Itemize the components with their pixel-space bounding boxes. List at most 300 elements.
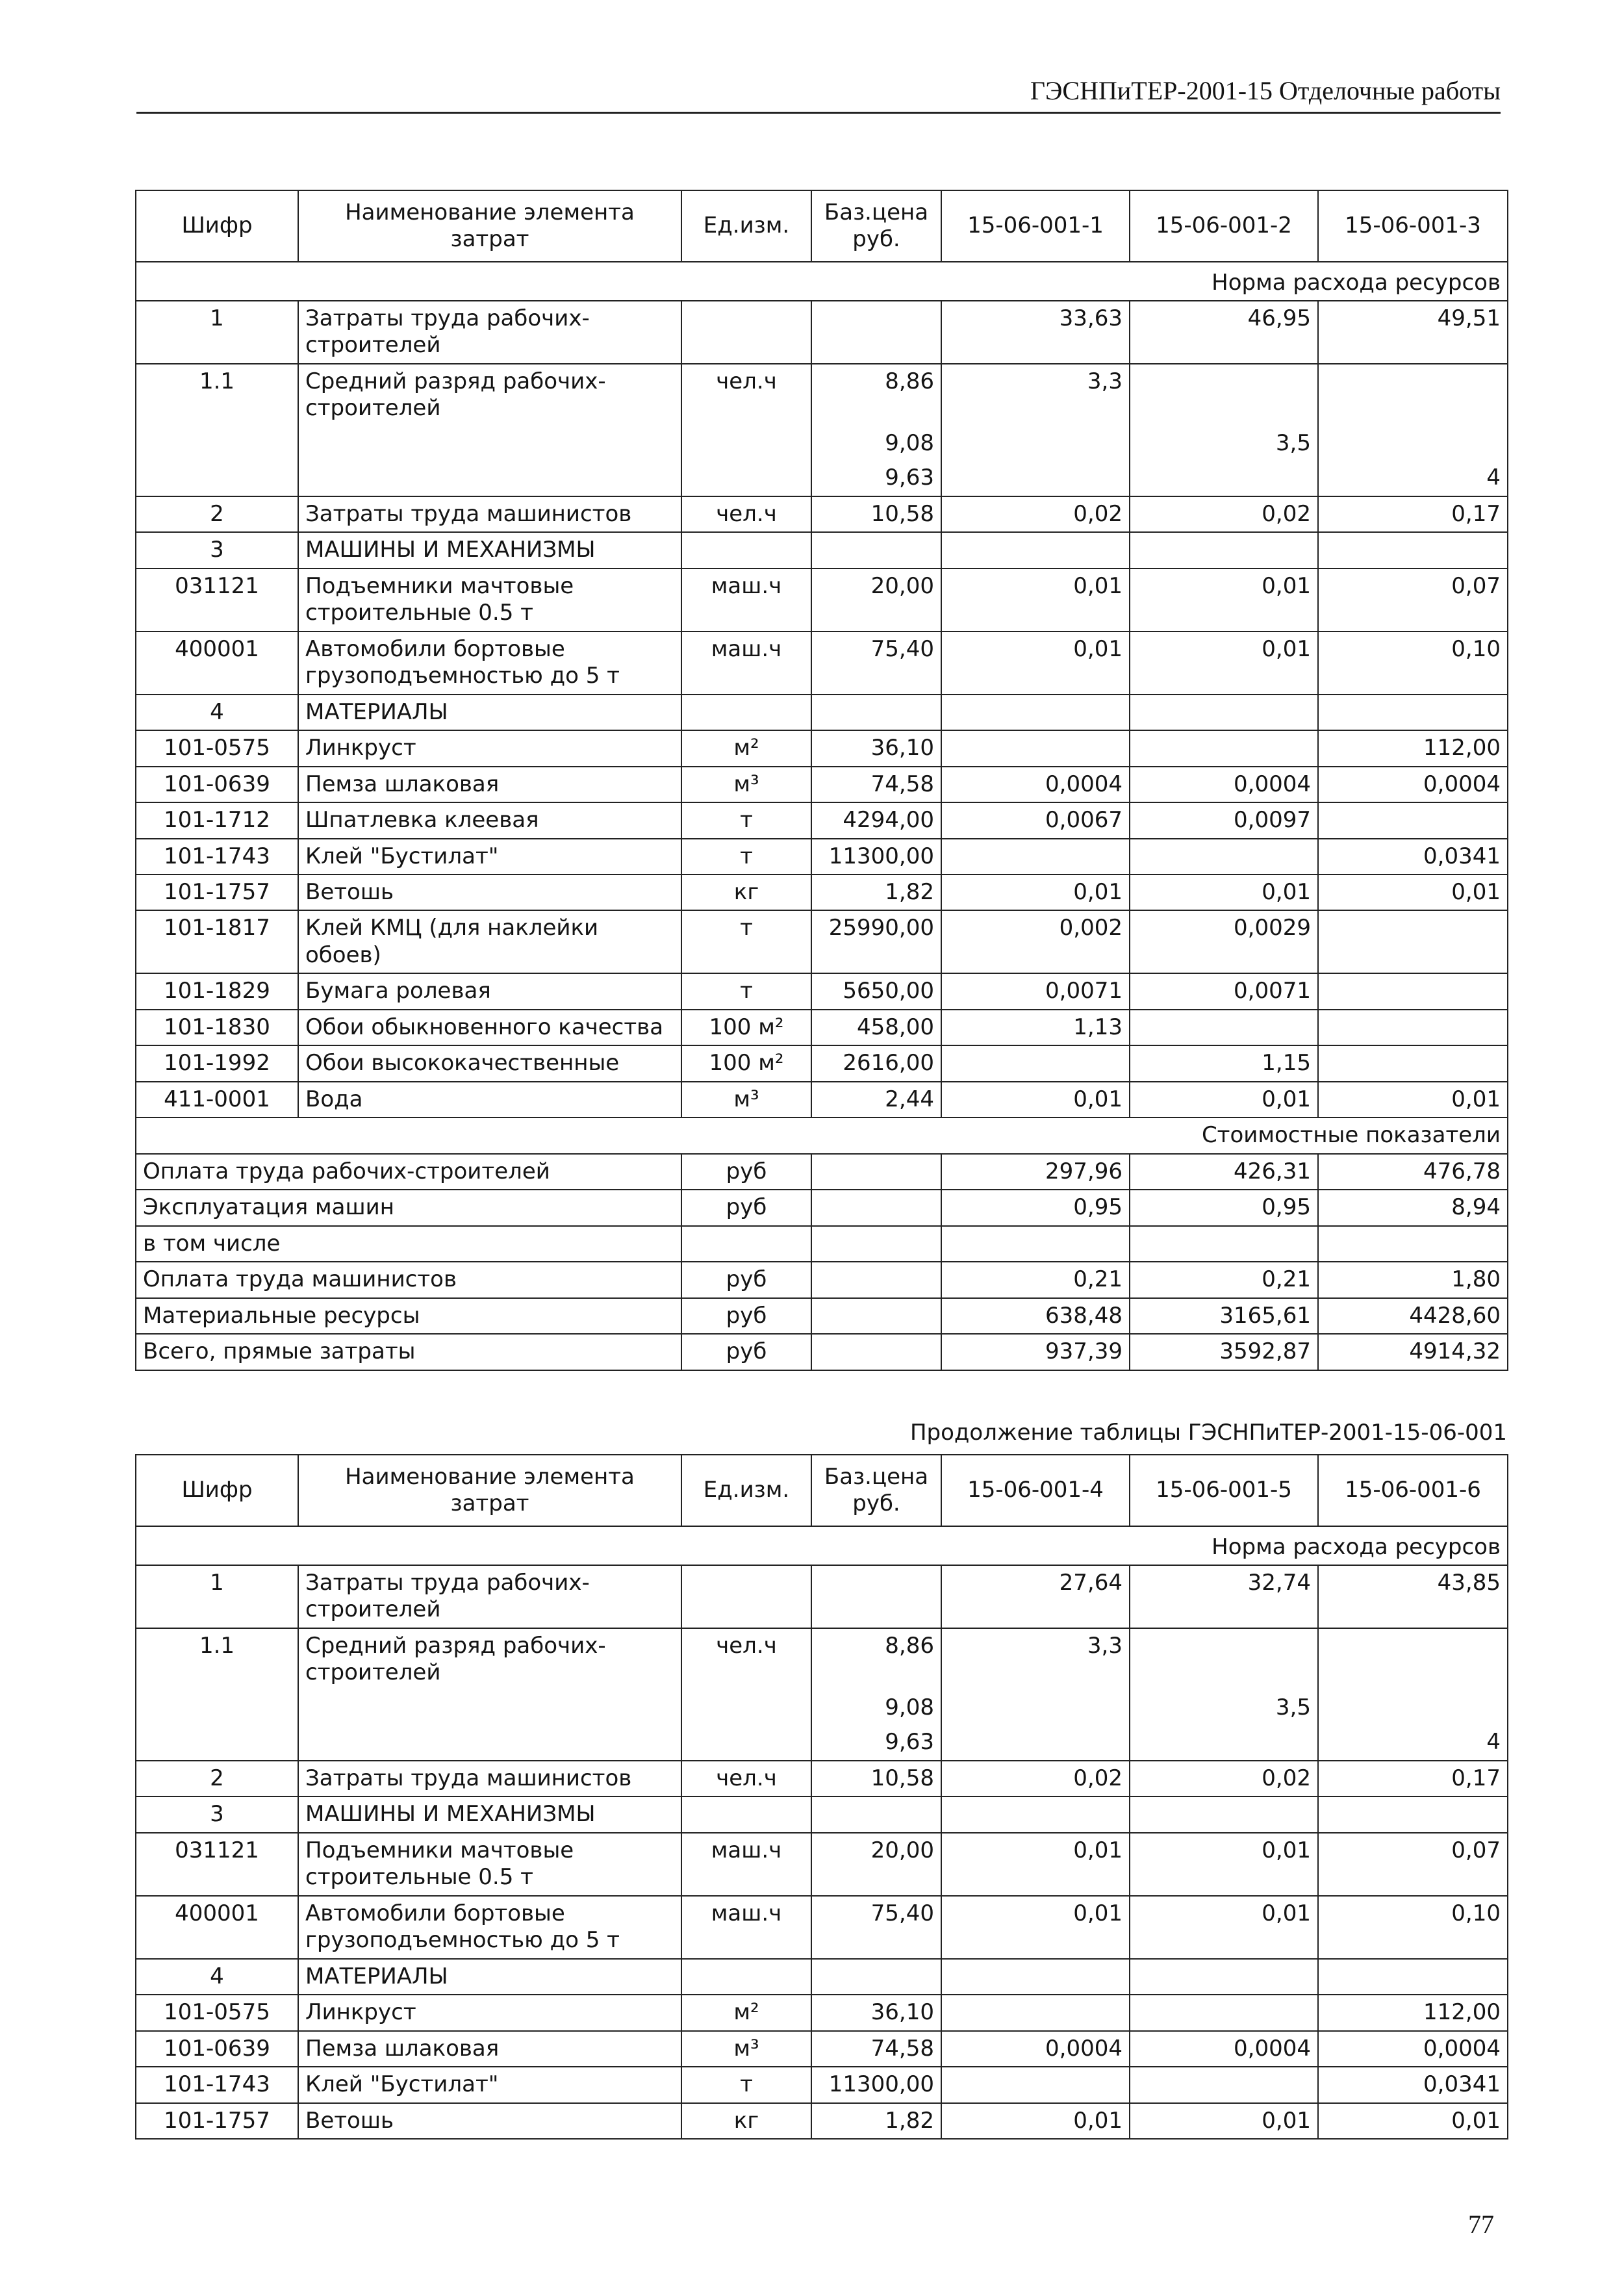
row-value xyxy=(941,1959,1130,1995)
row-unit: м³ xyxy=(681,2031,811,2067)
row-value: 0,01 xyxy=(1130,875,1318,910)
row-value: 0,01 xyxy=(941,1082,1130,1118)
row-name: Средний разряд рабочих-строителей xyxy=(298,364,681,426)
table-row xyxy=(136,496,1508,532)
row-value: 0,01 xyxy=(941,875,1130,910)
row-value xyxy=(941,1045,1130,1081)
row-value: 0,01 xyxy=(1130,1082,1318,1118)
row-value: 49,51 xyxy=(1318,301,1508,364)
table-row xyxy=(136,730,1508,766)
row-price: 9,08 xyxy=(811,1691,941,1725)
totals-value: 4914,32 xyxy=(1318,1334,1508,1370)
row-value xyxy=(1318,1045,1508,1081)
resource-table-1 xyxy=(135,190,1508,1371)
table-row xyxy=(136,1082,1508,1118)
norm-caption: Норма расхода ресурсов xyxy=(136,1526,1508,1565)
row-value: 46,95 xyxy=(1130,301,1318,364)
row-value xyxy=(1318,802,1508,838)
row-name: Пемза шлаковая xyxy=(298,767,681,802)
row-unit xyxy=(681,1565,811,1628)
totals-value xyxy=(1130,1226,1318,1262)
row-name: МАТЕРИАЛЫ xyxy=(298,695,681,730)
column-header: 15-06-001-4 xyxy=(941,1455,1130,1526)
row-code xyxy=(136,1691,298,1725)
row-value: 1,13 xyxy=(941,1010,1130,1045)
row-value: 0,01 xyxy=(1318,875,1508,910)
row-value xyxy=(941,532,1130,568)
row-code: 2 xyxy=(136,496,298,532)
totals-price-empty xyxy=(811,1226,941,1262)
table-row xyxy=(136,1833,1508,1896)
row-code: 3 xyxy=(136,1796,298,1832)
row-unit: т xyxy=(681,910,811,973)
table-row xyxy=(136,839,1508,875)
row-value: 0,01 xyxy=(941,2103,1130,2139)
row-unit: кг xyxy=(681,2103,811,2139)
totals-value: 0,95 xyxy=(1130,1190,1318,1225)
row-code: 101-1830 xyxy=(136,1010,298,1045)
row-unit xyxy=(681,1796,811,1832)
row-name: Подъемники мачтовые строительные 0.5 т xyxy=(298,569,681,632)
row-price: 10,58 xyxy=(811,496,941,532)
row-price xyxy=(811,1565,941,1628)
row-name: Автомобили бортовые грузоподъемностью до 5 т xyxy=(298,632,681,695)
row-value: 0,01 xyxy=(1130,1833,1318,1896)
table-row xyxy=(136,1959,1508,1995)
row-price: 2616,00 xyxy=(811,1045,941,1081)
row-code: 400001 xyxy=(136,632,298,695)
totals-unit: руб xyxy=(681,1154,811,1190)
totals-value: 3165,61 xyxy=(1130,1298,1318,1334)
row-name: МАШИНЫ И МЕХАНИЗМЫ xyxy=(298,532,681,568)
row-value: 4 xyxy=(1318,1725,1508,1760)
row-value: 0,01 xyxy=(941,569,1130,632)
row-unit xyxy=(681,1691,811,1725)
table-row xyxy=(136,2031,1508,2067)
row-value: 0,0097 xyxy=(1130,802,1318,838)
totals-row xyxy=(136,1262,1508,1297)
table-row xyxy=(136,1010,1508,1045)
row-value xyxy=(1318,910,1508,973)
row-value: 33,63 xyxy=(941,301,1130,364)
row-name: Бумага ролевая xyxy=(298,973,681,1009)
totals-price-empty xyxy=(811,1190,941,1225)
totals-row xyxy=(136,1226,1508,1262)
row-name: МАТЕРИАЛЫ xyxy=(298,1959,681,1995)
row-unit xyxy=(681,426,811,461)
table-row xyxy=(136,461,1508,496)
row-code: 101-0575 xyxy=(136,1995,298,2030)
row-price: 75,40 xyxy=(811,1896,941,1959)
totals-name: Оплата труда рабочих-строителей xyxy=(136,1154,681,1190)
row-code: 101-1743 xyxy=(136,839,298,875)
row-name: Пемза шлаковая xyxy=(298,2031,681,2067)
row-price xyxy=(811,1959,941,1995)
table-row xyxy=(136,2067,1508,2102)
row-unit xyxy=(681,1959,811,1995)
row-price: 458,00 xyxy=(811,1010,941,1045)
row-unit xyxy=(681,301,811,364)
totals-value xyxy=(941,1226,1130,1262)
totals-value: 4428,60 xyxy=(1318,1298,1508,1334)
table-row xyxy=(136,1045,1508,1081)
row-unit: кг xyxy=(681,875,811,910)
row-price: 36,10 xyxy=(811,730,941,766)
row-code: 1 xyxy=(136,301,298,364)
row-unit: т xyxy=(681,2067,811,2102)
row-price: 74,58 xyxy=(811,2031,941,2067)
row-value xyxy=(1318,426,1508,461)
row-value: 0,01 xyxy=(1130,2103,1318,2139)
row-value: 0,01 xyxy=(941,1833,1130,1896)
row-unit: маш.ч xyxy=(681,632,811,695)
totals-value: 0,21 xyxy=(1130,1262,1318,1297)
row-code: 1 xyxy=(136,1565,298,1628)
row-name: Клей "Бустилат" xyxy=(298,2067,681,2102)
row-price: 8,86 xyxy=(811,364,941,426)
totals-value xyxy=(1318,1226,1508,1262)
row-name: Затраты труда рабочих-строителей xyxy=(298,301,681,364)
row-price: 9,63 xyxy=(811,461,941,496)
row-value xyxy=(1130,461,1318,496)
row-price: 5650,00 xyxy=(811,973,941,1009)
row-value: 0,01 xyxy=(1318,1082,1508,1118)
row-name: Обои обыкновенного качества xyxy=(298,1010,681,1045)
row-code: 101-1992 xyxy=(136,1045,298,1081)
row-value xyxy=(941,461,1130,496)
row-value: 0,0004 xyxy=(1130,767,1318,802)
row-unit xyxy=(681,1725,811,1760)
row-unit: м² xyxy=(681,1995,811,2030)
section-caption-row xyxy=(136,1526,1508,1565)
row-value: 0,0341 xyxy=(1318,839,1508,875)
row-name xyxy=(298,1725,681,1760)
row-value xyxy=(1318,364,1508,426)
row-value: 3,3 xyxy=(941,364,1130,426)
row-value: 0,02 xyxy=(1130,1761,1318,1796)
cost-caption: Стоимостные показатели xyxy=(136,1118,1508,1153)
row-value xyxy=(1130,1796,1318,1832)
row-price: 20,00 xyxy=(811,569,941,632)
row-price: 10,58 xyxy=(811,1761,941,1796)
totals-unit: руб xyxy=(681,1262,811,1297)
row-unit: чел.ч xyxy=(681,1761,811,1796)
totals-value: 3592,87 xyxy=(1130,1334,1318,1370)
row-value: 1,15 xyxy=(1130,1045,1318,1081)
row-name: Затраты труда машинистов xyxy=(298,496,681,532)
row-name: Клей "Бустилат" xyxy=(298,839,681,875)
row-value xyxy=(941,695,1130,730)
column-header: Наименование элемента затрат xyxy=(298,190,681,262)
row-value xyxy=(1318,1796,1508,1832)
totals-name: Эксплуатация машин xyxy=(136,1190,681,1225)
totals-value: 426,31 xyxy=(1130,1154,1318,1190)
row-unit: т xyxy=(681,973,811,1009)
row-code: 101-1757 xyxy=(136,875,298,910)
row-unit: м³ xyxy=(681,767,811,802)
row-unit: 100 м² xyxy=(681,1045,811,1081)
row-value xyxy=(1130,1010,1318,1045)
row-value: 0,0004 xyxy=(941,2031,1130,2067)
row-value: 0,0004 xyxy=(1130,2031,1318,2067)
norm-caption: Норма расхода ресурсов xyxy=(136,262,1508,301)
row-value xyxy=(941,730,1130,766)
table-header-row xyxy=(136,1455,1508,1526)
row-price: 36,10 xyxy=(811,1995,941,2030)
totals-unit: руб xyxy=(681,1298,811,1334)
row-value xyxy=(1130,1725,1318,1760)
column-header: Шифр xyxy=(136,1455,298,1526)
row-code: 4 xyxy=(136,695,298,730)
row-code: 400001 xyxy=(136,1896,298,1959)
row-price: 1,82 xyxy=(811,2103,941,2139)
row-code: 101-1743 xyxy=(136,2067,298,2102)
totals-value: 8,94 xyxy=(1318,1190,1508,1225)
row-name: Автомобили бортовые грузоподъемностью до 5 т xyxy=(298,1896,681,1959)
row-name: Ветошь xyxy=(298,2103,681,2139)
row-price xyxy=(811,695,941,730)
row-value: 0,0071 xyxy=(941,973,1130,1009)
row-value: 0,002 xyxy=(941,910,1130,973)
table-row xyxy=(136,2103,1508,2139)
row-value xyxy=(1318,695,1508,730)
table-row xyxy=(136,364,1508,426)
continuation-caption: Продолжение таблицы ГЭСНПиТЕР-2001-15-06-001 xyxy=(909,1420,1507,1446)
table-row xyxy=(136,301,1508,364)
section-caption-row xyxy=(136,1118,1508,1153)
table-row xyxy=(136,632,1508,695)
row-price: 8,86 xyxy=(811,1628,941,1691)
row-code: 1.1 xyxy=(136,364,298,426)
row-price: 75,40 xyxy=(811,632,941,695)
row-value: 0,0004 xyxy=(941,767,1130,802)
totals-row xyxy=(136,1154,1508,1190)
row-price: 1,82 xyxy=(811,875,941,910)
row-name: Затраты труда рабочих-строителей xyxy=(298,1565,681,1628)
table-row xyxy=(136,973,1508,1009)
totals-unit: руб xyxy=(681,1334,811,1370)
row-code: 101-0575 xyxy=(136,730,298,766)
row-value: 4 xyxy=(1318,461,1508,496)
row-name: Средний разряд рабочих-строителей xyxy=(298,1628,681,1691)
row-unit: чел.ч xyxy=(681,1628,811,1691)
row-value: 0,0071 xyxy=(1130,973,1318,1009)
table-row xyxy=(136,1691,1508,1725)
row-value: 0,01 xyxy=(1130,1896,1318,1959)
table-row xyxy=(136,1725,1508,1760)
row-price: 9,63 xyxy=(811,1725,941,1760)
column-header: Шифр xyxy=(136,190,298,262)
row-value xyxy=(1318,1010,1508,1045)
row-value: 0,01 xyxy=(1318,2103,1508,2139)
row-unit: т xyxy=(681,802,811,838)
row-code xyxy=(136,1725,298,1760)
row-code: 1.1 xyxy=(136,1628,298,1691)
row-value: 3,5 xyxy=(1130,1691,1318,1725)
row-price: 25990,00 xyxy=(811,910,941,973)
column-header: Ед.изм. xyxy=(681,1455,811,1526)
totals-value: 0,95 xyxy=(941,1190,1130,1225)
row-value: 0,01 xyxy=(941,632,1130,695)
row-code xyxy=(136,426,298,461)
table-row xyxy=(136,1628,1508,1691)
row-value: 0,0341 xyxy=(1318,2067,1508,2102)
row-unit xyxy=(681,532,811,568)
row-name: Затраты труда машинистов xyxy=(298,1761,681,1796)
row-value xyxy=(1130,364,1318,426)
totals-row xyxy=(136,1334,1508,1370)
row-price: 4294,00 xyxy=(811,802,941,838)
row-value: 0,0029 xyxy=(1130,910,1318,973)
row-value: 0,01 xyxy=(941,1896,1130,1959)
row-value: 0,02 xyxy=(941,1761,1130,1796)
row-code: 101-0639 xyxy=(136,767,298,802)
row-value xyxy=(941,1796,1130,1832)
column-header: Ед.изм. xyxy=(681,190,811,262)
totals-price-empty xyxy=(811,1334,941,1370)
row-value xyxy=(941,1691,1130,1725)
totals-name: в том числе xyxy=(136,1226,681,1262)
row-value: 0,10 xyxy=(1318,632,1508,695)
row-value: 0,17 xyxy=(1318,1761,1508,1796)
row-unit: маш.ч xyxy=(681,569,811,632)
row-value: 27,64 xyxy=(941,1565,1130,1628)
row-code: 031121 xyxy=(136,569,298,632)
totals-price-empty xyxy=(811,1298,941,1334)
column-header: 15-06-001-1 xyxy=(941,190,1130,262)
column-header: Баз.цена руб. xyxy=(811,1455,941,1526)
row-value xyxy=(1318,1628,1508,1691)
row-price: 74,58 xyxy=(811,767,941,802)
row-value: 112,00 xyxy=(1318,1995,1508,2030)
row-value xyxy=(1130,2067,1318,2102)
row-unit: маш.ч xyxy=(681,1896,811,1959)
row-value: 0,0067 xyxy=(941,802,1130,838)
table-row xyxy=(136,569,1508,632)
table-row xyxy=(136,1896,1508,1959)
row-value xyxy=(1318,973,1508,1009)
totals-name: Оплата труда машинистов xyxy=(136,1262,681,1297)
row-unit xyxy=(681,461,811,496)
row-value: 112,00 xyxy=(1318,730,1508,766)
column-header: 15-06-001-3 xyxy=(1318,190,1508,262)
row-value: 3,3 xyxy=(941,1628,1130,1691)
row-value: 3,5 xyxy=(1130,426,1318,461)
resource-table-2 xyxy=(135,1454,1508,2140)
row-name: Ветошь xyxy=(298,875,681,910)
running-header: ГЭСНПиТЕР-2001-15 Отделочные работы xyxy=(136,70,1501,114)
table-header-row xyxy=(136,190,1508,262)
row-value: 0,01 xyxy=(1130,569,1318,632)
row-value xyxy=(1130,532,1318,568)
row-value xyxy=(1130,695,1318,730)
table-row xyxy=(136,695,1508,730)
row-name: МАШИНЫ И МЕХАНИЗМЫ xyxy=(298,1796,681,1832)
column-header: Наименование элемента затрат xyxy=(298,1455,681,1526)
row-name: Обои высококачественные xyxy=(298,1045,681,1081)
row-unit: чел.ч xyxy=(681,364,811,426)
row-price xyxy=(811,532,941,568)
row-name: Подъемники мачтовые строительные 0.5 т xyxy=(298,1833,681,1896)
row-value xyxy=(1130,839,1318,875)
row-unit: чел.ч xyxy=(681,496,811,532)
totals-price-empty xyxy=(811,1154,941,1190)
row-name xyxy=(298,1691,681,1725)
totals-row xyxy=(136,1298,1508,1334)
row-price: 20,00 xyxy=(811,1833,941,1896)
row-name: Вода xyxy=(298,1082,681,1118)
row-name: Клей КМЦ (для наклейки обоев) xyxy=(298,910,681,973)
column-header: 15-06-001-2 xyxy=(1130,190,1318,262)
totals-value: 1,80 xyxy=(1318,1262,1508,1297)
row-value: 0,07 xyxy=(1318,569,1508,632)
table-row xyxy=(136,767,1508,802)
row-value xyxy=(941,2067,1130,2102)
totals-value: 297,96 xyxy=(941,1154,1130,1190)
row-unit: м³ xyxy=(681,1082,811,1118)
column-header: 15-06-001-5 xyxy=(1130,1455,1318,1526)
row-value xyxy=(1130,1628,1318,1691)
row-value: 0,17 xyxy=(1318,496,1508,532)
row-price: 2,44 xyxy=(811,1082,941,1118)
row-name: Линкруст xyxy=(298,1995,681,2030)
row-value: 0,10 xyxy=(1318,1896,1508,1959)
row-value xyxy=(1318,532,1508,568)
row-code: 3 xyxy=(136,532,298,568)
row-value: 0,07 xyxy=(1318,1833,1508,1896)
totals-value: 638,48 xyxy=(941,1298,1130,1334)
row-unit: маш.ч xyxy=(681,1833,811,1896)
row-value: 0,02 xyxy=(941,496,1130,532)
row-value xyxy=(1130,730,1318,766)
row-code: 411-0001 xyxy=(136,1082,298,1118)
row-code: 101-1829 xyxy=(136,973,298,1009)
totals-name: Всего, прямые затраты xyxy=(136,1334,681,1370)
row-value xyxy=(1318,1959,1508,1995)
row-code: 101-0639 xyxy=(136,2031,298,2067)
table-row xyxy=(136,1761,1508,1796)
row-value: 32,74 xyxy=(1130,1565,1318,1628)
table-row xyxy=(136,1796,1508,1832)
row-unit: т xyxy=(681,839,811,875)
row-price xyxy=(811,1796,941,1832)
row-code: 2 xyxy=(136,1761,298,1796)
totals-value: 937,39 xyxy=(941,1334,1130,1370)
row-code: 4 xyxy=(136,1959,298,1995)
row-code: 031121 xyxy=(136,1833,298,1896)
table-row xyxy=(136,910,1508,973)
row-code: 101-1712 xyxy=(136,802,298,838)
row-code: 101-1757 xyxy=(136,2103,298,2139)
table-row xyxy=(136,1995,1508,2030)
section-caption-row xyxy=(136,262,1508,301)
totals-unit: руб xyxy=(681,1190,811,1225)
row-value: 0,0004 xyxy=(1318,767,1508,802)
row-value: 0,01 xyxy=(1130,632,1318,695)
row-unit: 100 м² xyxy=(681,1010,811,1045)
row-value xyxy=(941,839,1130,875)
row-value xyxy=(941,426,1130,461)
totals-price-empty xyxy=(811,1262,941,1297)
row-unit: м² xyxy=(681,730,811,766)
row-value xyxy=(1130,1995,1318,2030)
row-name xyxy=(298,461,681,496)
table-row xyxy=(136,426,1508,461)
row-name: Шпатлевка клеевая xyxy=(298,802,681,838)
row-name: Линкруст xyxy=(298,730,681,766)
row-price: 9,08 xyxy=(811,426,941,461)
row-price: 11300,00 xyxy=(811,839,941,875)
